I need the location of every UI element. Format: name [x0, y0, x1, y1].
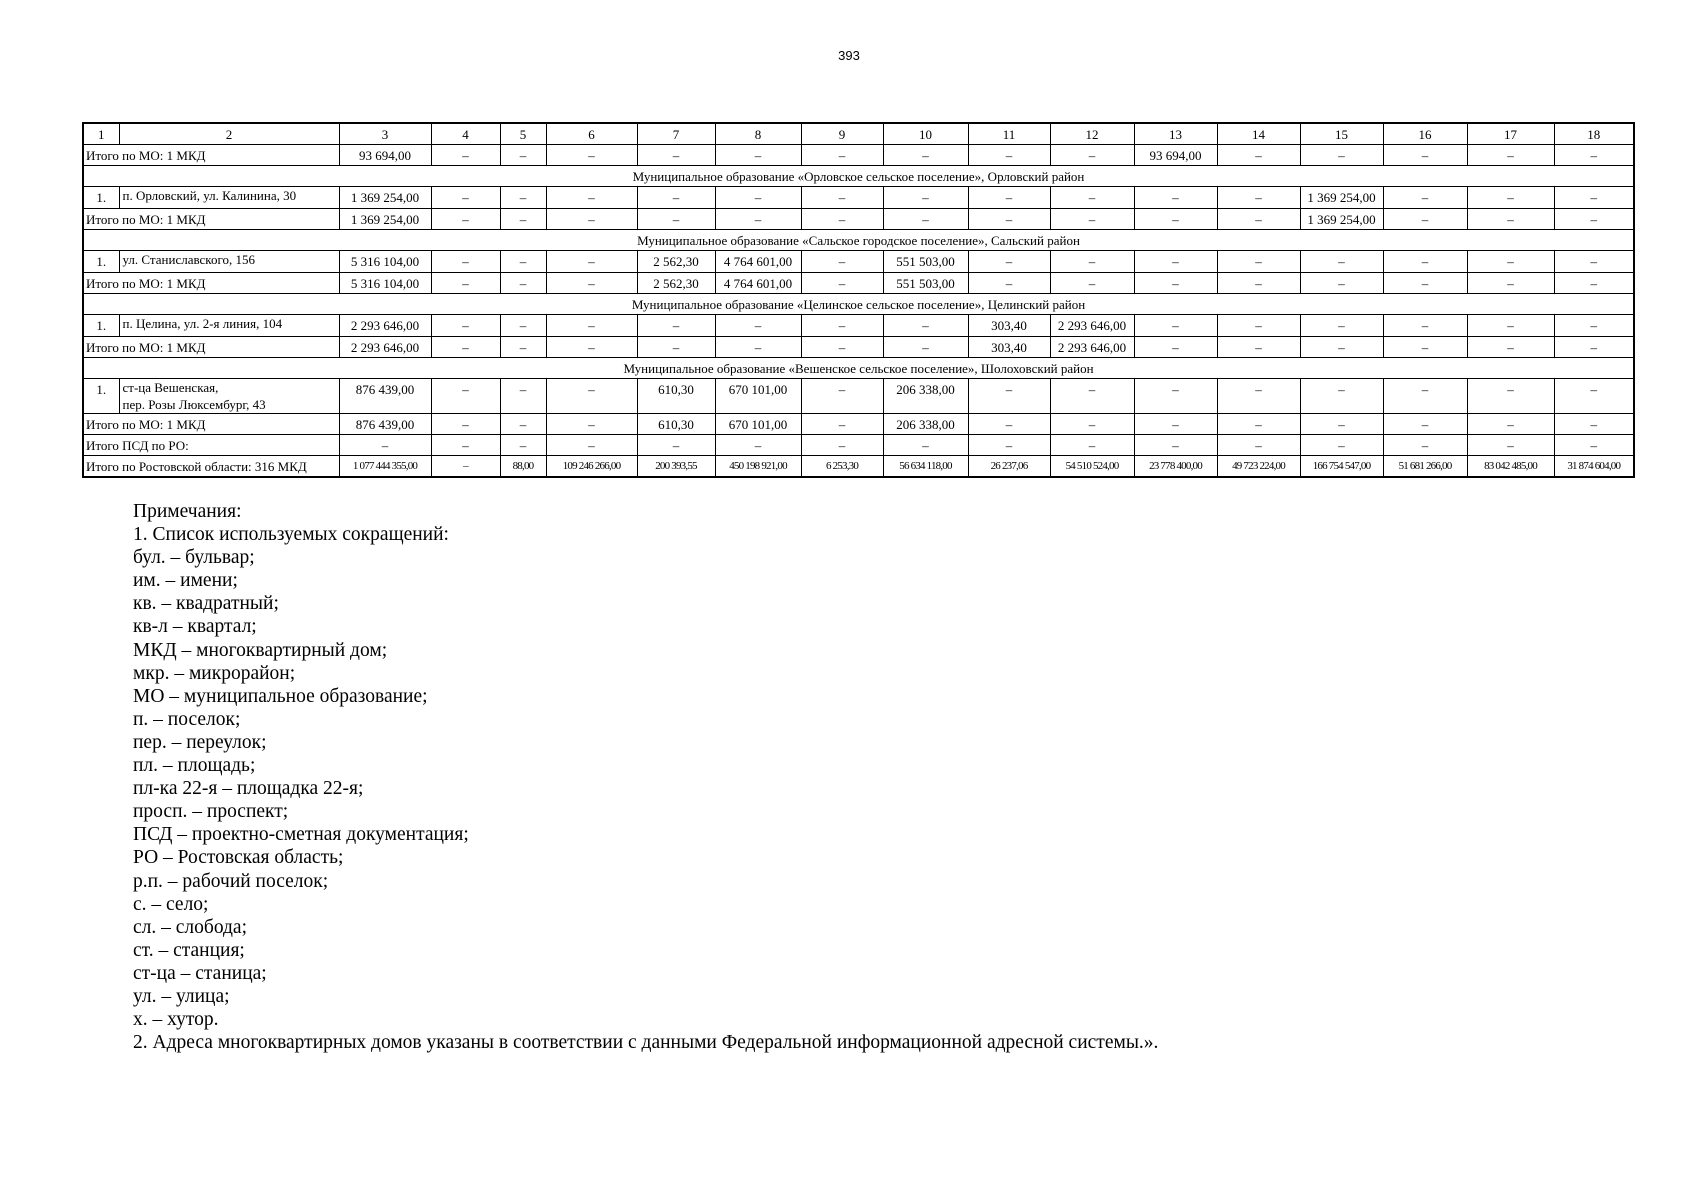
municipality-name: Муниципальное образование «Сальское городское поселение», Сальский район [83, 230, 1634, 251]
value-cell: – [1217, 414, 1300, 435]
value-cell: – [1217, 187, 1300, 209]
total-label: Итого по МО: 1 МКД [83, 273, 339, 294]
value-cell: 54 510 524,00 [1050, 456, 1134, 478]
column-number-cell: 10 [883, 123, 968, 145]
value-cell: – [637, 435, 715, 456]
value-cell: – [1300, 379, 1383, 414]
value-cell: – [1300, 315, 1383, 337]
note-line: п. – поселок; [133, 708, 241, 730]
value-cell: – [546, 273, 637, 294]
row-number: 1. [83, 379, 119, 414]
value-cell: 2 562,30 [637, 251, 715, 273]
note-line: сл. – слобода; [133, 916, 248, 938]
value-cell: 551 503,00 [883, 251, 968, 273]
value-cell: – [431, 435, 500, 456]
value-cell: – [1300, 251, 1383, 273]
note-line: РО – Ростовская область; [133, 847, 344, 869]
building-row [83, 187, 1634, 209]
value-cell: – [1554, 414, 1634, 435]
total-row [83, 145, 1634, 166]
value-cell: – [883, 337, 968, 358]
value-cell: – [431, 145, 500, 166]
value-cell: – [801, 187, 883, 209]
value-cell: – [637, 209, 715, 230]
value-cell: – [500, 145, 546, 166]
value-cell: – [883, 145, 968, 166]
value-cell: 2 293 646,00 [339, 337, 431, 358]
value-cell: – [1383, 145, 1467, 166]
value-cell: – [431, 315, 500, 337]
value-cell: – [1383, 337, 1467, 358]
value-cell: 670 101,00 [715, 379, 801, 414]
total-row [83, 337, 1634, 358]
value-cell: 166 754 547,00 [1300, 456, 1383, 478]
value-cell: – [715, 187, 801, 209]
value-cell: – [431, 379, 500, 414]
total-row [83, 456, 1634, 478]
note-line: 1. Список используемых сокращений: [133, 524, 449, 546]
notes-title: Примечания: [133, 501, 242, 522]
note-line: мкр. – микрорайон; [133, 662, 296, 684]
value-cell: – [546, 414, 637, 435]
value-cell: – [1300, 273, 1383, 294]
column-number-cell: 9 [801, 123, 883, 145]
value-cell: – [1050, 273, 1134, 294]
value-cell: – [1554, 315, 1634, 337]
column-number-cell: 4 [431, 123, 500, 145]
value-cell: – [1467, 337, 1554, 358]
value-cell: – [500, 379, 546, 414]
value-cell: – [801, 273, 883, 294]
value-cell: 26 237,06 [968, 456, 1050, 478]
value-cell: – [1383, 209, 1467, 230]
value-cell: – [1300, 145, 1383, 166]
value-cell: 551 503,00 [883, 273, 968, 294]
municipality-name: Муниципальное образование «Вешенское сельское поселение», Шолоховский район [83, 358, 1634, 379]
value-cell: – [1217, 435, 1300, 456]
value-cell: – [1217, 379, 1300, 414]
value-cell: – [500, 273, 546, 294]
value-cell: – [1134, 435, 1217, 456]
value-cell: 1 369 254,00 [339, 209, 431, 230]
value-cell: – [715, 145, 801, 166]
value-cell: – [1050, 435, 1134, 456]
value-cell: – [546, 145, 637, 166]
value-cell: – [715, 435, 801, 456]
value-cell: – [500, 251, 546, 273]
value-cell: – [883, 435, 968, 456]
value-cell: 2 293 646,00 [1050, 315, 1134, 337]
value-cell: – [968, 414, 1050, 435]
value-cell: – [968, 379, 1050, 414]
value-cell: 303,40 [968, 337, 1050, 358]
total-row [83, 435, 1634, 456]
column-number-cell: 2 [119, 123, 339, 145]
note-line: кв. – квадратный; [133, 593, 279, 615]
note-line: кв-л – квартал; [133, 616, 257, 638]
value-cell: – [801, 414, 883, 435]
column-number-cell: 5 [500, 123, 546, 145]
value-cell: – [1217, 251, 1300, 273]
address-line: ст-ца Вешенская, [122, 380, 219, 395]
column-number-cell: 14 [1217, 123, 1300, 145]
value-cell: – [801, 379, 883, 414]
note-line: ст. – станция; [133, 939, 245, 961]
value-cell: – [1554, 273, 1634, 294]
value-cell: – [1554, 337, 1634, 358]
value-cell: – [801, 251, 883, 273]
address-cell [119, 315, 339, 337]
value-cell: – [500, 315, 546, 337]
value-cell: – [1050, 187, 1134, 209]
note-line: с. – село; [133, 893, 209, 915]
total-label: Итого по Ростовской области: 316 МКД [83, 456, 339, 478]
value-cell: – [1217, 145, 1300, 166]
value-cell: – [1554, 209, 1634, 230]
value-cell: 109 246 266,00 [546, 456, 637, 478]
value-cell: 303,40 [968, 315, 1050, 337]
value-cell: – [801, 209, 883, 230]
value-cell: – [1467, 209, 1554, 230]
row-number: 1. [83, 187, 119, 209]
value-cell: – [1467, 379, 1554, 414]
value-cell: 5 316 104,00 [339, 251, 431, 273]
value-cell: – [1217, 209, 1300, 230]
note-line: р.п. – рабочий поселок; [133, 870, 329, 892]
note-line: МКД – многоквартирный дом; [133, 639, 388, 661]
value-cell: 1 077 444 355,00 [339, 456, 431, 478]
address-line: ул. Станиславского, 156 [122, 252, 255, 267]
value-cell: 93 694,00 [339, 145, 431, 166]
value-cell: – [1554, 435, 1634, 456]
address-cell [119, 379, 339, 414]
municipality-name: Муниципальное образование «Орловское сельское поселение», Орловский район [83, 166, 1634, 187]
municipality-name: Муниципальное образование «Целинское сельское поселение», Целинский район [83, 294, 1634, 315]
value-cell: – [546, 251, 637, 273]
address-line: пер. Розы Люксембург, 43 [122, 397, 266, 412]
value-cell: – [715, 337, 801, 358]
value-cell: – [1134, 273, 1217, 294]
note-line: пл-ка 22-я – площадка 22-я; [133, 778, 364, 800]
value-cell: – [431, 337, 500, 358]
value-cell: – [801, 145, 883, 166]
note-line: ст-ца – станица; [133, 962, 267, 984]
table-body [83, 123, 1634, 477]
column-number-cell: 13 [1134, 123, 1217, 145]
column-number-cell: 6 [546, 123, 637, 145]
value-cell: 83 042 485,00 [1467, 456, 1554, 478]
value-cell: – [883, 187, 968, 209]
municipality-row [83, 358, 1634, 379]
value-cell: – [500, 435, 546, 456]
value-cell: – [1383, 251, 1467, 273]
value-cell: – [1554, 145, 1634, 166]
value-cell: – [968, 187, 1050, 209]
value-cell: – [1134, 315, 1217, 337]
value-cell: – [1467, 187, 1554, 209]
value-cell: – [1134, 337, 1217, 358]
value-cell: – [1134, 414, 1217, 435]
value-cell: 2 293 646,00 [1050, 337, 1134, 358]
value-cell: – [1300, 435, 1383, 456]
value-cell: – [1050, 251, 1134, 273]
value-cell: – [1554, 379, 1634, 414]
value-cell: – [1383, 414, 1467, 435]
column-number-cell: 12 [1050, 123, 1134, 145]
value-cell: 206 338,00 [883, 414, 968, 435]
value-cell: – [715, 315, 801, 337]
value-cell: – [883, 209, 968, 230]
note-line: 2. Адреса многоквартирных домов указаны в соответствии с данными Федеральной информационной адресной системы.». [133, 1032, 1159, 1054]
value-cell: – [500, 209, 546, 230]
note-line: ПСД – проектно-сметная документация; [133, 824, 469, 846]
note-line: х. – хутор. [133, 1009, 219, 1031]
value-cell: – [1467, 145, 1554, 166]
value-cell: – [1134, 187, 1217, 209]
value-cell: – [1383, 435, 1467, 456]
column-number-cell: 17 [1467, 123, 1554, 145]
column-number-cell: 1 [83, 123, 119, 145]
column-number-cell: 8 [715, 123, 801, 145]
notes-section [133, 500, 1158, 1054]
value-cell: 4 764 601,00 [715, 251, 801, 273]
value-cell: 1 369 254,00 [339, 187, 431, 209]
value-cell: – [339, 435, 431, 456]
total-label: Итого по МО: 1 МКД [83, 145, 339, 166]
value-cell: – [500, 337, 546, 358]
value-cell: – [431, 251, 500, 273]
value-cell: 206 338,00 [883, 379, 968, 414]
value-cell: 56 634 118,00 [883, 456, 968, 478]
column-number-cell: 18 [1554, 123, 1634, 145]
municipality-row [83, 166, 1634, 187]
value-cell: – [1050, 379, 1134, 414]
value-cell: – [546, 315, 637, 337]
value-cell: – [968, 273, 1050, 294]
value-cell: 49 723 224,00 [1217, 456, 1300, 478]
note-line: пер. – переулок; [133, 731, 267, 753]
value-cell: – [637, 337, 715, 358]
value-cell: – [1554, 187, 1634, 209]
value-cell: – [1050, 209, 1134, 230]
value-cell: 23 778 400,00 [1134, 456, 1217, 478]
value-cell: – [1134, 251, 1217, 273]
note-line: просп. – проспект; [133, 801, 289, 823]
value-cell: 4 764 601,00 [715, 273, 801, 294]
value-cell: – [500, 187, 546, 209]
page-number: 393 [838, 48, 860, 63]
total-label: Итого по МО: 1 МКД [83, 414, 339, 435]
total-label: Итого по МО: 1 МКД [83, 337, 339, 358]
value-cell: 2 562,30 [637, 273, 715, 294]
value-cell: – [968, 209, 1050, 230]
value-cell: – [1383, 315, 1467, 337]
value-cell: – [1300, 414, 1383, 435]
value-cell: – [1467, 315, 1554, 337]
value-cell: 1 369 254,00 [1300, 187, 1383, 209]
column-number-cell: 15 [1300, 123, 1383, 145]
value-cell: – [1383, 273, 1467, 294]
value-cell: – [1467, 273, 1554, 294]
value-cell: – [546, 435, 637, 456]
value-cell: 610,30 [637, 414, 715, 435]
value-cell: 31 874 604,00 [1554, 456, 1634, 478]
value-cell: – [1554, 251, 1634, 273]
address-cell [119, 251, 339, 273]
value-cell: – [1134, 209, 1217, 230]
value-cell: – [801, 315, 883, 337]
value-cell: – [1050, 414, 1134, 435]
value-cell: 2 293 646,00 [339, 315, 431, 337]
value-cell: – [1467, 435, 1554, 456]
value-cell: 1 369 254,00 [1300, 209, 1383, 230]
building-row [83, 315, 1634, 337]
value-cell: – [968, 145, 1050, 166]
total-label: Итого по МО: 1 МКД [83, 209, 339, 230]
value-cell: – [431, 187, 500, 209]
address-line: п. Целина, ул. 2-я линия, 104 [122, 316, 283, 331]
value-cell: 876 439,00 [339, 414, 431, 435]
column-number-cell: 16 [1383, 123, 1467, 145]
value-cell: – [546, 187, 637, 209]
value-cell: – [546, 209, 637, 230]
value-cell: – [968, 435, 1050, 456]
value-cell: – [637, 145, 715, 166]
address-cell [119, 187, 339, 209]
total-label: Итого ПСД по РО: [83, 435, 339, 456]
municipality-row [83, 230, 1634, 251]
value-cell: 200 393,55 [637, 456, 715, 478]
value-cell: 93 694,00 [1134, 145, 1217, 166]
municipality-row [83, 294, 1634, 315]
value-cell: 5 316 104,00 [339, 273, 431, 294]
value-cell: – [968, 251, 1050, 273]
value-cell: – [715, 209, 801, 230]
value-cell: 450 198 921,00 [715, 456, 801, 478]
note-line: ул. – улица; [133, 985, 230, 1007]
value-cell: – [431, 273, 500, 294]
column-number-cell: 11 [968, 123, 1050, 145]
value-cell: 88,00 [500, 456, 546, 478]
value-cell: – [546, 337, 637, 358]
row-number: 1. [83, 251, 119, 273]
total-row [83, 273, 1634, 294]
value-cell: – [1467, 251, 1554, 273]
value-cell: – [431, 456, 500, 478]
value-cell: 876 439,00 [339, 379, 431, 414]
value-cell: – [1383, 187, 1467, 209]
value-cell: – [1467, 414, 1554, 435]
note-line: бул. – бульвар; [133, 547, 255, 569]
note-line: пл. – площадь; [133, 755, 256, 777]
column-number-cell: 7 [637, 123, 715, 145]
buildings-table [82, 122, 1635, 478]
value-cell: – [546, 379, 637, 414]
total-row [83, 209, 1634, 230]
value-cell: 610,30 [637, 379, 715, 414]
row-number: 1. [83, 315, 119, 337]
building-row [83, 379, 1634, 414]
value-cell: – [431, 209, 500, 230]
column-number-row [83, 123, 1634, 145]
building-row [83, 251, 1634, 273]
value-cell: – [500, 414, 546, 435]
column-number-cell: 3 [339, 123, 431, 145]
value-cell: – [1134, 379, 1217, 414]
value-cell: – [1383, 379, 1467, 414]
note-line: им. – имени; [133, 570, 238, 592]
value-cell: – [1217, 273, 1300, 294]
address-line: п. Орловский, ул. Калинина, 30 [122, 188, 297, 203]
value-cell: – [1050, 145, 1134, 166]
total-row [83, 414, 1634, 435]
value-cell: 6 253,30 [801, 456, 883, 478]
value-cell: – [637, 315, 715, 337]
value-cell: 51 681 266,00 [1383, 456, 1467, 478]
value-cell: – [883, 315, 968, 337]
value-cell: 670 101,00 [715, 414, 801, 435]
value-cell: – [1217, 315, 1300, 337]
note-line: МО – муниципальное образование; [133, 685, 428, 707]
value-cell: – [801, 435, 883, 456]
value-cell: – [431, 414, 500, 435]
value-cell: – [1300, 337, 1383, 358]
value-cell: – [801, 337, 883, 358]
value-cell: – [1217, 337, 1300, 358]
value-cell: – [637, 187, 715, 209]
